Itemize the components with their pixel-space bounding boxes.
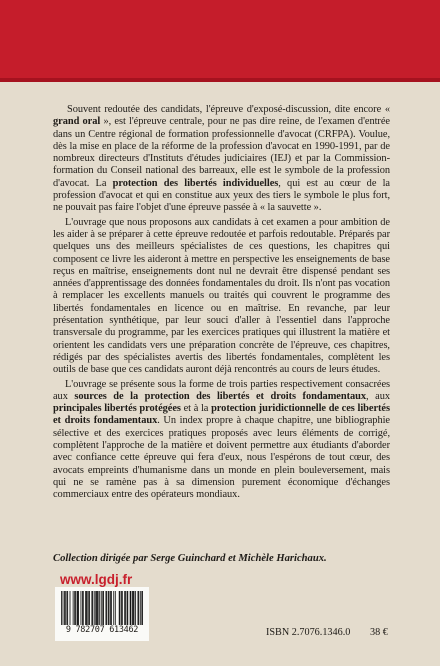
barcode-bar [96, 591, 97, 625]
barcode-bar [119, 591, 120, 625]
barcode-bar [73, 591, 74, 625]
paragraph-3: L'ouvrage se présente sous la forme de trois parties respectivement consacrées aux sources de la protection des libertés et droits fondamentaux, aux principales libertés protégées et à la protection juridictionnelle de ces libertés et droits fondamentaux. Un index propre à chaque chapitre, une bibliographie sélective et des exercices pratiques proposés avec leurs éléments de corrigé, complètent l'approche de la matière et doivent permettre aux étudiants d'aborder avec confiance cette épreuve qui fera d'eux, nous l'espérons de tout cœur, des avocats empreints d'humanisme dans un monde en plein bouleversement, mais qui ne se ramène pas à sa dimension purement économique d'échanges commerciaux entre des opérateurs mondiaux. [53, 378, 390, 501]
barcode-bars [61, 591, 143, 625]
barcode-bar [108, 591, 109, 625]
red-header-band [0, 0, 440, 82]
barcode-bar [131, 591, 132, 625]
barcode-bar [103, 591, 104, 625]
barcode-bar [124, 591, 125, 625]
barcode-bar [63, 591, 64, 625]
barcode-bar [86, 591, 87, 625]
barcode [55, 587, 149, 641]
barcode-bar [130, 591, 131, 625]
barcode-bar [125, 591, 126, 625]
barcode-bar [110, 591, 111, 625]
barcode-bar [138, 591, 139, 625]
barcode-bar [66, 591, 67, 625]
barcode-bar [64, 591, 65, 625]
barcode-bar [89, 591, 90, 625]
barcode-bar [120, 591, 121, 625]
barcode-bar [113, 591, 114, 625]
price: 38 € [370, 627, 388, 638]
barcode-bar [88, 591, 89, 625]
barcode-bar [95, 591, 96, 625]
barcode-bar [127, 591, 128, 625]
blurb-text [53, 104, 390, 504]
barcode-bar [67, 591, 68, 625]
barcode-bar [121, 591, 122, 625]
barcode-bar [83, 591, 84, 625]
barcode-bar [111, 591, 112, 625]
barcode-bar [77, 591, 78, 625]
barcode-bar [75, 591, 76, 625]
barcode-bar [94, 591, 95, 625]
barcode-bar [87, 591, 88, 625]
barcode-bar [78, 591, 79, 625]
collection-credit: Collection dirigée par Serge Guinchard et Michèle Harichaux. [53, 553, 327, 564]
barcode-bar [99, 591, 100, 625]
barcode-bar [106, 591, 107, 625]
barcode-bar [106, 591, 107, 625]
barcode-bar [85, 591, 86, 625]
barcode-bar [142, 591, 143, 625]
barcode-bar [92, 591, 93, 625]
barcode-bar [97, 591, 98, 625]
barcode-bar [77, 591, 78, 625]
barcode-bar [132, 591, 133, 625]
barcode-bar [140, 591, 141, 625]
barcode-bar [115, 591, 116, 625]
paragraph-1: Souvent redoutée des candidats, l'épreuve d'exposé-discussion, dite encore « grand oral », est l'épreuve centrale, pour ne pas dire reine, de l'examen d'entrée dans un Centre régional de formation professionnelle d'avocat (CRFPA). Voulue, dès la mise en place de la réforme de la profession d'avocat en 1990-1991, par de nombreux directeurs d'Instituts d'études judiciaires (IEJ) et par la Commission-formation du Conseil national des barreaux, elle est le symbole de la profession d'avocat. La protection des libertés individuelles, qui est au cœur de la profession d'avocat et qui en constitue aux yeux des tiers le symbole le plus fort, ne pouvait pas faire l'objet d'une épreuve passée à « la sauvette ». [53, 104, 390, 214]
barcode-bar [133, 591, 134, 625]
barcode-bar [98, 591, 99, 625]
barcode-bar [141, 591, 142, 625]
barcode-bar [82, 591, 83, 625]
barcode-bar [61, 591, 62, 625]
barcode-bar [134, 591, 135, 625]
barcode-bar [127, 591, 128, 625]
barcode-bar [101, 591, 102, 625]
barcode-bar [102, 591, 103, 625]
paragraph-2: L'ouvrage que nous proposons aux candidats à cet examen a pour ambition de les aider à se préparer à cette épreuve redoutée et parfois redoutable. Préparés par quelques uns des meilleurs spécialistes de ces questions, les chapitres qui composent ce livre les aideront à mettre en perspective les enseignements de base reçus en maîtrise, enseignements dont nul ne devrait être dispensé pendant ses années d'apprentissage des données fondamentales du droit. Ils n'ont pas vocation à remplacer les excellents manuels ou traités qui couvrent le programme des libertés fondamentales en licence ou en maîtrise. En revanche, par leur présentation synthétique, par leur souci d'aller à l'essentiel dans l'approche transversale du programme, par les exercices pratiques qui illustrent la matière et orientent les candidats vers une préparation concrète de l'épreuve, ces chapitres, rédigés par des spécialistes avertis des libertés fondamentales, complètent les outils de base que ces candidats auront déjà rencontrés au cours de leurs études. [53, 216, 390, 376]
barcode-bar [122, 591, 123, 625]
barcode-bar [109, 591, 110, 625]
barcode-bar [74, 591, 75, 625]
barcode-bar [135, 591, 136, 625]
barcode-bar [65, 591, 66, 625]
barcode-bar [70, 591, 71, 625]
barcode-bar [91, 591, 92, 625]
barcode-bar [81, 591, 82, 625]
isbn: ISBN 2.7076.1346.0 [266, 627, 351, 638]
publisher-website[interactable]: www.lgdj.fr [60, 572, 133, 587]
barcode-digits: 9 782707 613462 [65, 625, 139, 635]
barcode-bar [138, 591, 139, 625]
